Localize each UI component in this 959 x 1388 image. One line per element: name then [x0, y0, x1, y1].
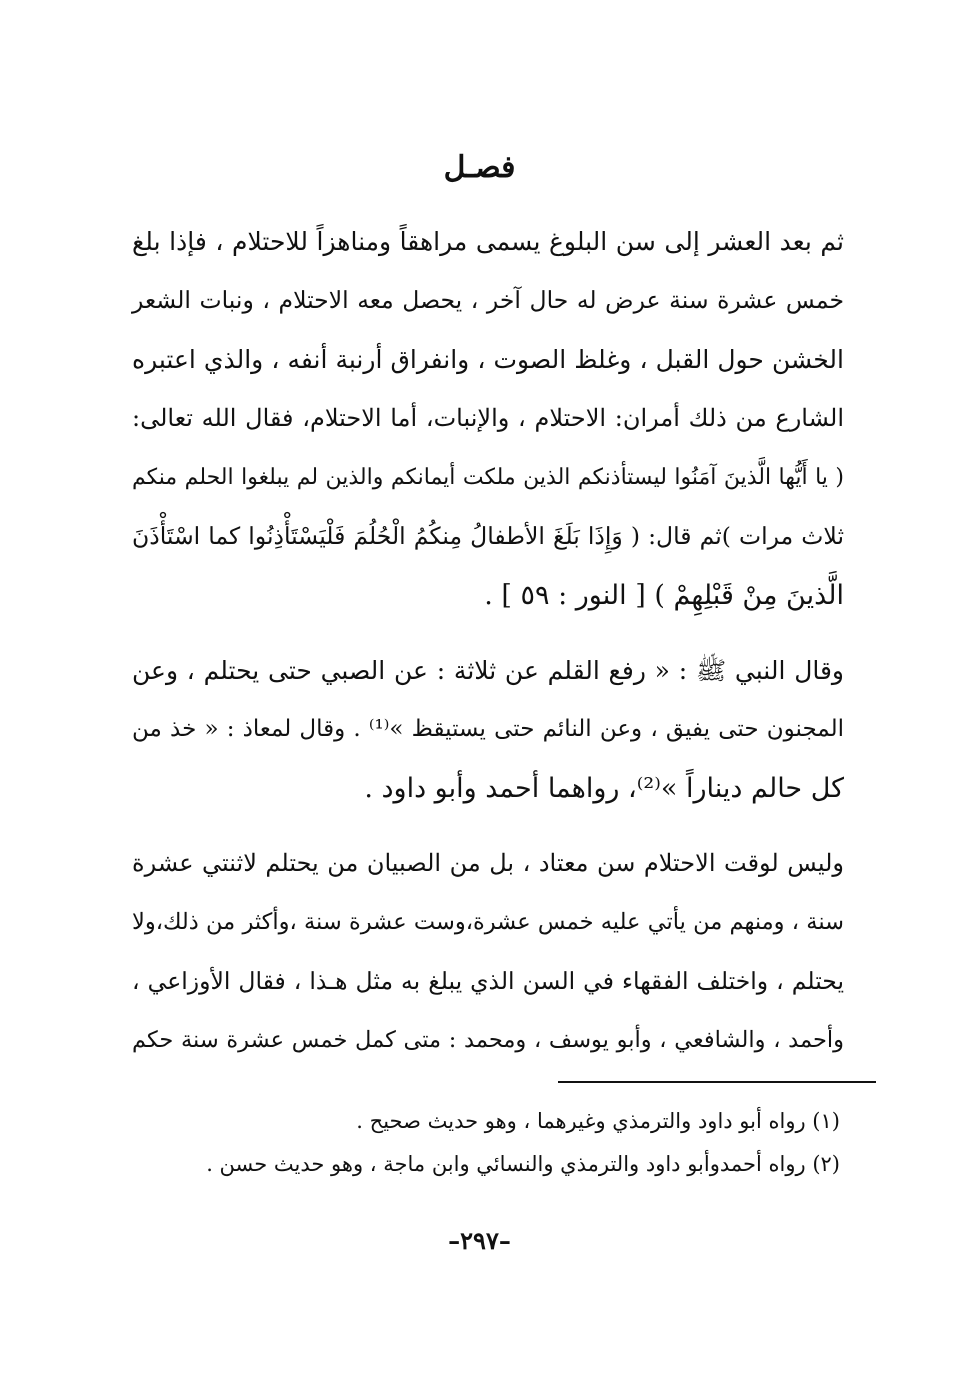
text-line: ثم بعد العشر إلى سن البلوغ يسمى مراهقاً ومناهزاً للاحتلام ، فإذا بلغ [132, 227, 844, 256]
text-line: خمس عشرة سنة عرض له حال آخر ، يحصل معه الاحتلام ، ونبات الشعر [132, 286, 844, 314]
text-line: وقال النبي ﷺ : « رفع القلم عن ثلاثة : عن الصبي حتى يحتلم ، وعن [132, 656, 844, 685]
paragraph [132, 212, 844, 625]
paragraph-spacer [132, 818, 844, 834]
footnote-separator [558, 1081, 876, 1083]
footnote: (١) رواه أبو داود والترمذي وغيرهما ، وهو حديث صحيح . [356, 1109, 840, 1133]
paragraph [132, 834, 844, 1070]
page-number: –٢٩٧– [448, 1226, 511, 1255]
text-line: ( يا أَيُّها الَّذينَ آمَنُوا ليستأذنكم الذين ملكت أيمانكم والذين لم يبلغوا الحلم منكم [132, 465, 844, 490]
text-line: الشارع من ذلك أمران: الاحتلام ، والإنبات، أما الاحتلام، فقال الله تعالى: [132, 404, 844, 432]
body-text [132, 212, 844, 1070]
footnotes [160, 1100, 840, 1186]
paragraph-spacer [132, 625, 844, 641]
text-line: ثلاث مرات )ثم قال: ( وَإِذَا بَلَغَ الأطفالُ مِنكُمُ الْحُلُمَ فَلْيَسْتَأْذِنُوا كما اسْتَأْذَنَ [132, 522, 844, 550]
text-line: يحتلم ، واختلف الفقهاء في السن الذي يبلغ به مثل هـذا ، فقال الأوزاعي ، [132, 967, 844, 995]
text-line: الخشن حول القبل ، وغلظ الصوت ، وانفراق أرنبة أنفه ، والذي اعتبره [132, 345, 844, 374]
text-line: سنة ، ومنهم من يأتي عليه خمس عشرة،وست عشرة سنة ،وأكثر من ذلك،ولا [132, 909, 844, 935]
text-line: الَّذينَ مِنْ قَبْلِهِمْ ) [ النور : ٥٩ ] . [484, 580, 844, 611]
paragraph [132, 641, 844, 818]
section-heading: فصـل [443, 150, 516, 185]
text-line: المجنون حتى يفيق ، وعن النائم حتى يستيقظ »⁽¹⁾ . وقال لمعاذ : « خذ من [132, 716, 844, 742]
text-line: كل حالم ديناراً »⁽²⁾، رواهما أحمد وأبو داود . [364, 773, 844, 804]
footnote: (٢) رواه أحمدوأبو داود والترمذي والنسائي وابن ماجة ، وهو حديث حسن . [206, 1152, 840, 1176]
text-line: وأحمد ، والشافعي ، وأبو يوسف ، ومحمد : متى كمل خمس عشرة سنة حكم [132, 1027, 844, 1053]
text-line: وليس لوقت الاحتلام سن معتاد ، بل من الصبيان من يحتلم لاثنتي عشرة [132, 849, 844, 877]
